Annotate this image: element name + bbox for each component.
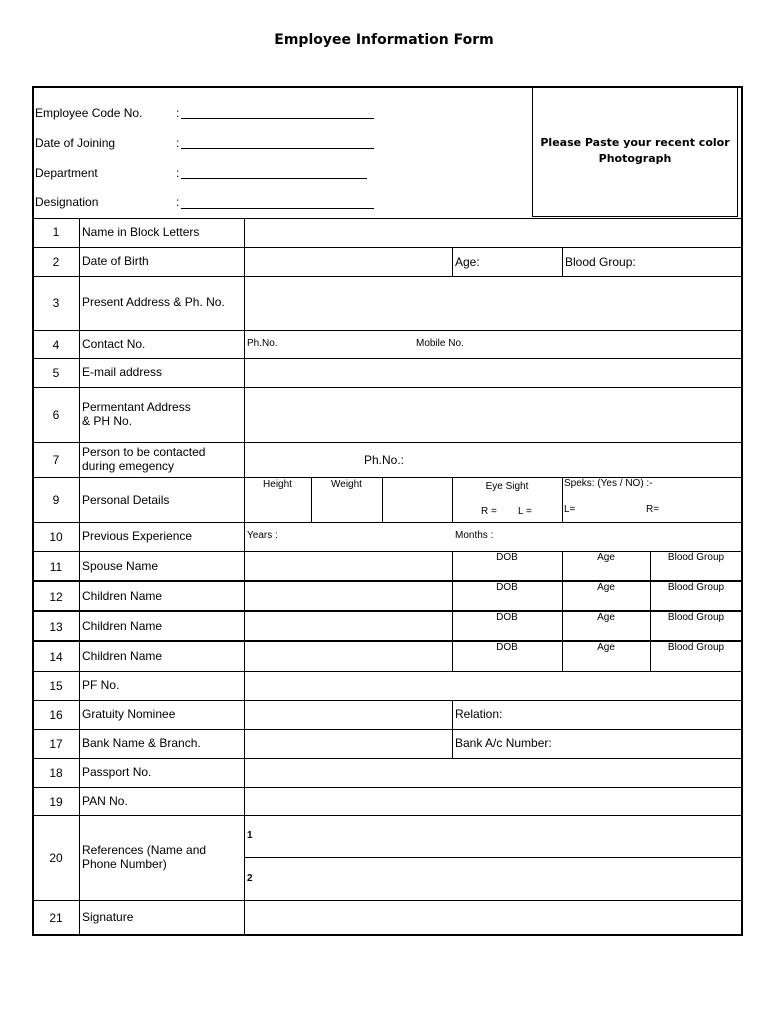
dob-label: DOB <box>496 582 518 593</box>
row-label-pf: PF No. <box>82 678 120 692</box>
row-label-email: E-mail address <box>82 365 163 379</box>
row-label-permanent-address: Permentant Address & PH No. <box>82 400 191 428</box>
designation-label: Designation <box>35 195 99 209</box>
blood-group-label: Blood Group <box>667 552 725 563</box>
date-of-joining-sep: : <box>176 136 180 150</box>
employee-code-sep: : <box>176 106 180 120</box>
age-label: Age <box>597 612 615 623</box>
dob-label: DOB <box>496 552 518 563</box>
months-label: Months : <box>455 530 494 541</box>
row-number: 16 <box>49 708 63 722</box>
blood-group-label: Blood Group <box>667 582 725 593</box>
row-label-bank: Bank Name & Branch. <box>82 736 201 750</box>
mobile-no-label: Mobile No. <box>416 338 464 349</box>
department-field[interactable] <box>181 178 367 179</box>
row-label-present-address: Present Address & Ph. No. <box>82 295 225 309</box>
designation-field[interactable] <box>181 208 374 209</box>
date-of-joining-label: Date of Joining <box>35 136 116 150</box>
relation-label: Relation: <box>455 707 503 721</box>
row-label-signature: Signature <box>82 910 134 924</box>
age-label: Age <box>597 642 615 653</box>
row-number: 20 <box>49 851 63 865</box>
row-number: 3 <box>52 296 60 310</box>
row-label-name: Name in Block Letters <box>82 225 200 239</box>
row-number: 14 <box>49 650 63 664</box>
row-number: 9 <box>52 493 60 507</box>
age-label: Age: <box>455 255 480 269</box>
row-number: 4 <box>52 338 60 352</box>
dob-label: DOB <box>496 612 518 623</box>
row-label-contact: Contact No. <box>82 337 146 351</box>
row-number: 13 <box>49 620 63 634</box>
blood-group-label: Blood Group <box>667 642 725 653</box>
eye-left-label: L = <box>518 506 532 517</box>
employee-code-field[interactable] <box>181 118 374 119</box>
row-label-children: Children Name <box>82 589 163 603</box>
row-label-spouse: Spouse Name <box>82 559 159 573</box>
row-label-passport: Passport No. <box>82 765 152 779</box>
row-number: 10 <box>49 530 63 544</box>
height-label: Height <box>263 479 292 490</box>
row-number: 17 <box>49 737 63 751</box>
dob-label: DOB <box>496 642 518 653</box>
speks-left-label: L= <box>564 504 576 515</box>
emergency-ph-label: Ph.No.: <box>364 453 405 467</box>
row-label-personal-details: Personal Details <box>82 493 170 507</box>
row-number: 15 <box>49 679 63 693</box>
speks-label: Speks: (Yes / NO) :- <box>564 478 653 489</box>
row-number: 18 <box>49 766 63 780</box>
years-label: Years : <box>247 530 278 541</box>
row-label-gratuity: Gratuity Nominee <box>82 707 176 721</box>
department-label: Department <box>35 166 98 180</box>
bank-account-label: Bank A/c Number: <box>455 736 552 750</box>
designation-sep: : <box>176 195 180 209</box>
employee-code-label: Employee Code No. <box>35 106 143 120</box>
blood-group-label: Blood Group <box>667 612 725 623</box>
row-number: 7 <box>52 453 60 467</box>
age-label: Age <box>597 552 615 563</box>
row-label-references: References (Name and Phone Number) <box>82 843 207 871</box>
photo-instruction: Please Paste your recent color Photograph <box>540 136 730 165</box>
eye-right-label: R = <box>481 506 497 517</box>
age-label: Age <box>597 582 615 593</box>
row-number: 12 <box>49 590 63 604</box>
ph-no-label: Ph.No. <box>247 338 278 349</box>
page-title: Employee Information Form <box>274 32 494 48</box>
row-number: 1 <box>52 225 60 239</box>
row-label-children: Children Name <box>82 649 163 663</box>
row-number: 6 <box>52 408 60 422</box>
reference-1-label: 1 <box>247 830 253 841</box>
row-label-emergency-contact: Person to be contacted during emegency <box>82 445 206 473</box>
eye-sight-label: Eye Sight <box>485 481 529 492</box>
row-label-experience: Previous Experience <box>82 529 193 543</box>
blood-group-label: Blood Group: <box>565 255 636 269</box>
row-number: 21 <box>49 911 63 925</box>
row-number: 5 <box>52 366 60 380</box>
row-label-dob: Date of Birth <box>82 254 149 268</box>
row-label-children: Children Name <box>82 619 163 633</box>
reference-2-label: 2 <box>247 873 253 884</box>
row-number: 11 <box>49 560 63 574</box>
row-label-pan: PAN No. <box>82 794 128 808</box>
date-of-joining-field[interactable] <box>181 148 374 149</box>
department-sep: : <box>176 166 180 180</box>
weight-label: Weight <box>331 479 362 490</box>
speks-right-label: R= <box>646 504 660 515</box>
row-number: 2 <box>52 255 60 269</box>
row-number: 19 <box>49 795 63 809</box>
